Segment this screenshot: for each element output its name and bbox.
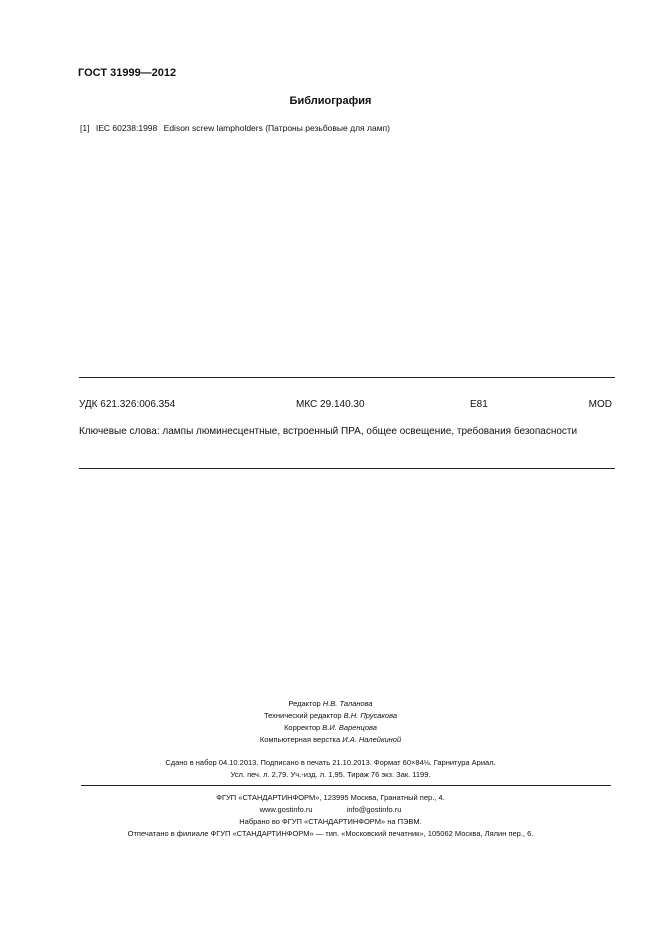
tech-editor-label: Технический редактор [263,711,342,720]
format-fraction: ⅛ [423,760,430,767]
print-font: . Гарнитура Ариал. [429,758,496,767]
corrector-line [0,723,661,732]
tech-editor-name: В.Н. Прусакова [343,711,398,720]
bibliography-item-code: IEC 60238:1998 [95,123,158,133]
okc-code: E81 [470,399,488,410]
publisher-line-1: ФГУП «СТАНДАРТИНФОРМ», 123995 Москва, Гранатный пер., 4. [216,793,445,802]
mks-code: МКС 29.140.30 [296,399,365,410]
publisher-contacts [0,805,661,814]
layout-name: И.А. Налейкиной [342,735,402,744]
print-dates: Сдано в набор 04.10.2013. Подписано в печать 21.10.2013. Формат 60×84 [165,758,424,767]
tech-editor-line [0,711,661,720]
bibliography-item-number: [1] [80,123,90,133]
bibliography-item [80,123,394,133]
editor-label: Редактор [288,699,321,708]
standard-number: ГОСТ 31999—2012 [78,67,177,79]
divider-bottom [79,468,615,469]
corrector-name: В.И. Варенцова [322,723,377,732]
publisher-line-4: Отпечатано в филиале ФГУП «СТАНДАРТИНФОРМ» — тип. «Московский печатник», 105062 Москва, Лялин пер., 6. [127,829,534,838]
keywords: Ключевые слова: лампы люминесцентные, встроенный ПРА, общее освещение, требования безопасности [79,426,578,437]
print-info-line-1 [0,758,661,767]
classification-row [79,399,612,413]
editor-name: Н.В. Таланова [322,699,373,708]
layout-line [0,735,661,744]
harmonization-degree: MOD [588,399,612,410]
corrector-label: Корректор [284,723,321,732]
divider-imprint [81,785,611,786]
layout-label: Компьютерная верстка [259,735,341,744]
editor-line [0,699,661,708]
bibliography-item-text: Edison screw lampholders (Патроны резьбовые для ламп) [163,123,390,133]
publisher-line-3: Набрано во ФГУП «СТАНДАРТИНФОРМ» на ПЭВМ. [239,817,422,826]
divider-top [79,377,615,378]
publisher-email[interactable]: info@gostinfo.ru [346,805,402,814]
bibliography-title: Библиография [289,95,372,107]
udk-code: УДК 621.326:006.354 [79,399,176,410]
print-info-line-2: Усл. печ. л. 2,79. Уч.-изд. л. 1,95. Тираж 76 экз. Зак. 1199. [230,770,431,779]
publisher-website[interactable]: www.gostinfo.ru [259,805,313,814]
